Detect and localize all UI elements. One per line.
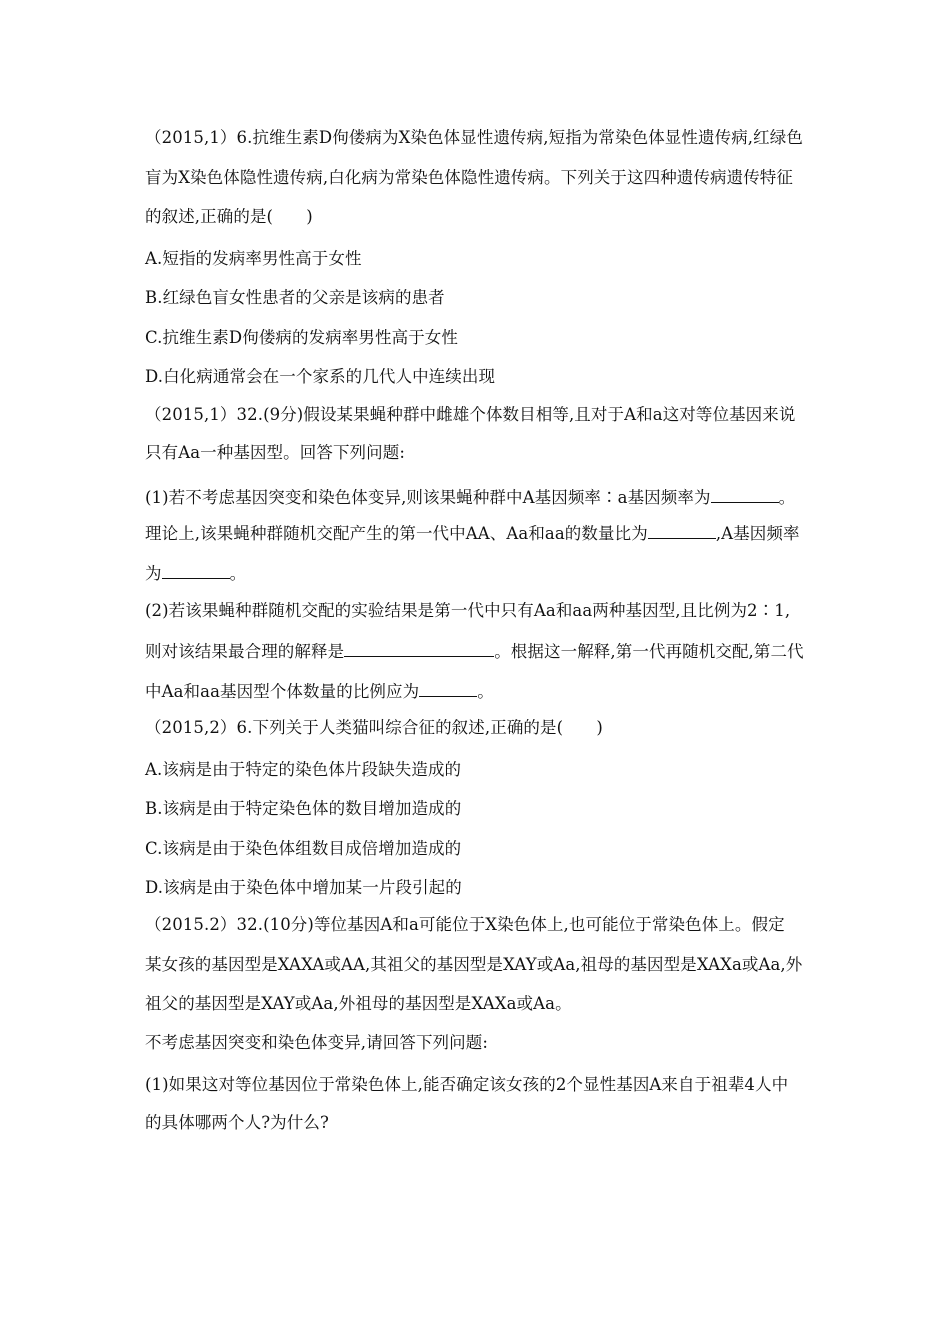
q3-option-a: A.该病是由于特定的染色体片段缺失造成的 <box>145 760 462 779</box>
q2-part1-text: (1)若不考虑基因突变和染色体变异,则该果蝇种群中A基因频率∶a基因频率为 <box>145 488 711 507</box>
q3-option-d: D.该病是由于染色体中增加某一片段引起的 <box>145 878 462 897</box>
q3-stem: （2015,2）6.下列关于人类猫叫综合征的叙述,正确的是( ) <box>145 718 603 737</box>
answer-blank[interactable] <box>344 640 494 657</box>
q2-part1-text: 理论上,该果蝇种群随机交配产生的第一代中AA、Aa和aa的数量比为 <box>145 524 648 543</box>
q1-option-d: D.白化病通常会在一个家系的几代人中连续出现 <box>145 367 496 386</box>
q1-stem-line-3: 的叙述,正确的是( ) <box>145 207 313 226</box>
answer-blank[interactable] <box>648 522 716 539</box>
q4-part1-line-2: 的具体哪两个人?为什么? <box>145 1113 329 1132</box>
q2-part1-text: 为 <box>145 564 162 583</box>
q2-part2-line-1: (2)若该果蝇种群随机交配的实验结果是第一代中只有Aa和aa两种基因型,且比例为2∶1, <box>145 601 791 620</box>
q1-stem-line-1: （2015,1）6.抗维生素D佝偻病为X染色体显性遗传病,短指为常染色体显性遗传病,红绿色 <box>145 128 803 147</box>
punctuation: 。 <box>477 682 494 701</box>
q2-part1-text: ,A基因频率 <box>715 524 800 543</box>
q1-option-b: B.红绿色盲女性患者的父亲是该病的患者 <box>145 288 445 307</box>
q4-stem-line-2: 某女孩的基因型是XAXA或AA,其祖父的基因型是XAY或Aa,祖母的基因型是XAXa或Aa,外 <box>145 955 803 974</box>
q1-option-a: A.短指的发病率男性高于女性 <box>145 249 362 268</box>
q2-part2-text: 。根据这一解释,第一代再随机交配,第二代 <box>494 642 804 661</box>
q2-part2-text: 中Aa和aa基因型个体数量的比例应为 <box>145 682 420 701</box>
punctuation: 。 <box>778 488 796 507</box>
q4-stem-line-3: 祖父的基因型是XAY或Aa,外祖母的基因型是XAXa或Aa。 <box>145 994 572 1013</box>
q4-stem-line-4: 不考虑基因突变和染色体变异,请回答下列问题: <box>145 1033 489 1052</box>
q2-part2-line-2 <box>145 640 815 662</box>
answer-blank[interactable] <box>419 680 477 697</box>
q2-part1-line-3 <box>145 562 815 584</box>
q2-stem-line-2: 只有Aa一种基因型。回答下列问题: <box>145 443 406 462</box>
q4-stem-line-1: （2015.2）32.(10分)等位基因A和a可能位于X染色体上,也可能位于常染色体上。假定 <box>145 915 785 934</box>
q2-part2-line-3 <box>145 680 815 702</box>
q4-part1-line-1: (1)如果这对等位基因位于常染色体上,能否确定该女孩的2个显性基因A来自于祖辈4人中 <box>145 1075 789 1094</box>
answer-blank[interactable] <box>162 562 230 579</box>
q3-option-c: C.该病是由于染色体组数目成倍增加造成的 <box>145 839 462 858</box>
q2-part1-line-1 <box>145 486 815 508</box>
q2-part2-text: 则对该结果最合理的解释是 <box>145 642 345 661</box>
q2-stem-line-1: （2015,1）32.(9分)假设某果蝇种群中雌雄个体数目相等,且对于A和a这对等位基因来说 <box>145 405 796 424</box>
q1-stem-line-2: 盲为X染色体隐性遗传病,白化病为常染色体隐性遗传病。下列关于这四种遗传病遗传特征 <box>145 168 793 187</box>
q3-option-b: B.该病是由于特定染色体的数目增加造成的 <box>145 799 462 818</box>
punctuation: 。 <box>229 564 247 583</box>
answer-blank[interactable] <box>711 486 779 503</box>
q2-part1-line-2 <box>145 522 815 544</box>
q1-option-c: C.抗维生素D佝偻病的发病率男性高于女性 <box>145 328 459 347</box>
